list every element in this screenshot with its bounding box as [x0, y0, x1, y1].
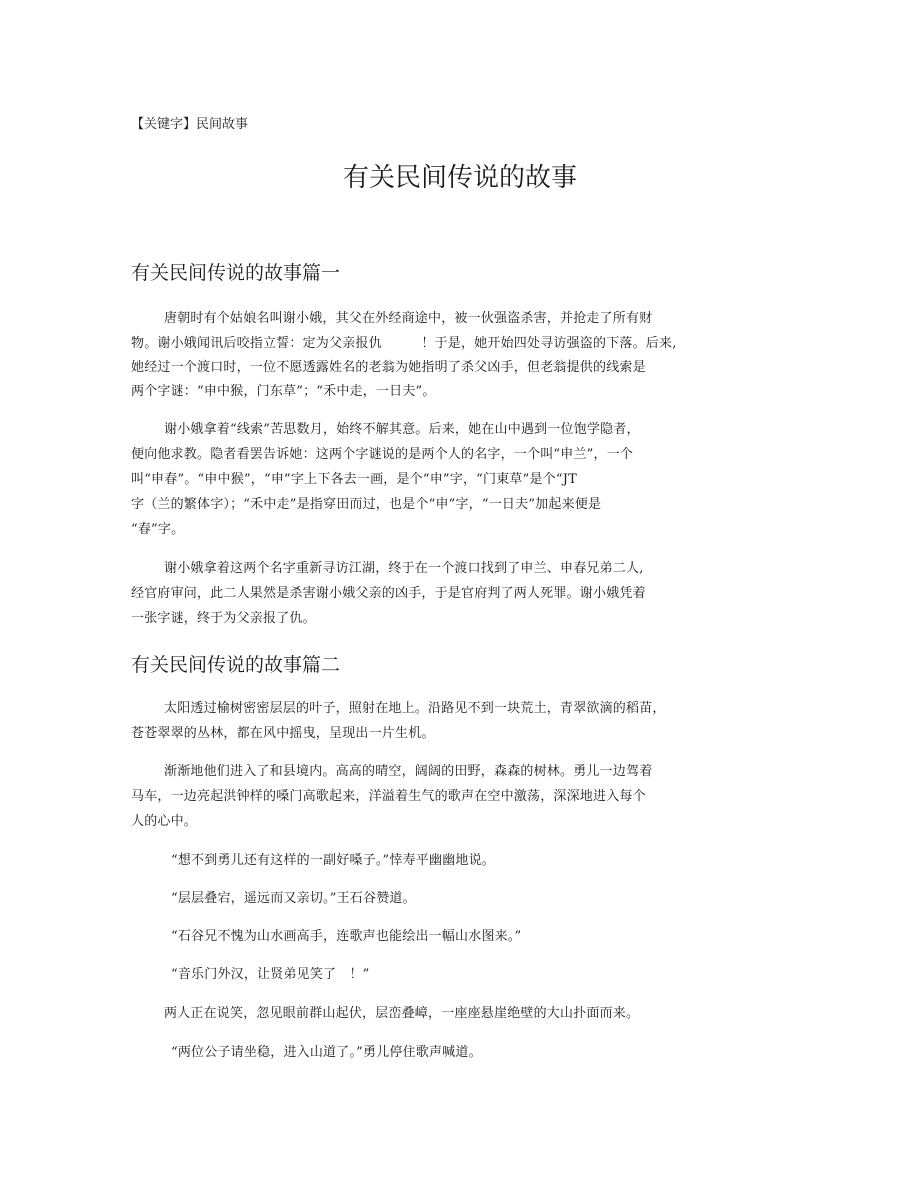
dialogue-line: “音乐门外汉，让贤弟见笑了 ！”: [171, 967, 370, 982]
paragraph-line: 她经过一个渡口时，一位不愿透露姓名的老翁为她指明了杀父凶手，但老翁提供的线索是: [131, 360, 646, 375]
paragraph-line: 经官府审问，此二人果然是杀害谢小娥父亲的凶手，于是官府判了两人死罪。谢小娥凭着: [131, 586, 646, 601]
dialogue-line: “两位公子请坐稳，进入山道了。”勇儿停住歌声喊道。: [171, 1045, 482, 1060]
section-heading-1: 有关民间传说的故事篇一: [131, 262, 341, 284]
paragraph-line: “春”字。: [131, 522, 185, 537]
page-title: 有关民间传说的故事: [342, 163, 577, 193]
dialogue-line: “想不到勇儿还有这样的一副好嗓子。”悻寿平幽幽地说。: [171, 853, 495, 868]
keyword-line: 【关键字】民间故事: [131, 117, 249, 132]
paragraph-line: 谢小娥拿着“线索”苦思数月，始终不解其意。后来，她在山中遇到一位饱学隐者，: [164, 422, 640, 437]
paragraph-line: 便向他求教。隐者看罢告诉她：这两个字谜说的是两个人的名字，一个叫“申兰”，一个: [131, 447, 634, 462]
paragraph-line: 苍苍翠翠的丛林，都在风中摇曳，呈现出一片生机。: [131, 726, 435, 741]
paragraph-line: 一张字谜，终于为父亲报了仇。: [131, 611, 316, 626]
paragraph-line: 两个字谜：“申中猴，门东草”；“禾中走，一日夫”。: [131, 384, 436, 399]
paragraph-line: 唐朝时有个姑娘名叫谢小娥，其父在外经商途中，被一伙强盗杀害，并抢走了所有财: [164, 311, 653, 326]
paragraph-line: 两人正在说笑，忽见眼前群山起伏，层峦叠嶂，一座座悬崖绝壁的大山扑面而来。: [164, 1006, 640, 1021]
paragraph-line: 渐渐地他们进入了和县境内。高高的晴空，阔阔的田野，森森的树林。勇儿一边驾着: [164, 764, 653, 779]
dialogue-line: “层层叠宕，遥远而又亲切。”王石谷赞道。: [171, 891, 416, 906]
paragraph-line: 字（兰的繁体字）；“禾中走”是指穿田而过，也是个“申”字，“一日夫”加起来便是: [131, 497, 602, 512]
paragraph-line: 叫“申春”。“申中猴”，“申”字上下各去一画，是个“申”字，“门東草”是个“JT: [131, 472, 577, 487]
dialogue-line: “石谷兄不愧为山水画高手，连歌声也能绘出一幅山水图来。”: [171, 929, 522, 944]
paragraph-line: 人的心中。: [131, 814, 198, 829]
section-heading-2: 有关民间传说的故事篇二: [131, 654, 341, 676]
paragraph-line: 谢小娥拿着这两个名字重新寻访江湖，终于在一个渡口找到了申兰、申春兄弟二人,: [164, 561, 644, 576]
paragraph-line: 马车，一边亮起洪钟样的嗓门高歌起来，洋溢着生气的歌声在空中激荡，深深地进入每个: [131, 789, 646, 804]
paragraph-line: 太阳透过榆树密密层层的叶子，照射在地上。沿路见不到一块荒土，青翠欲滴的稻苗，: [164, 701, 666, 716]
paragraph-line: 物。谢小娥闻讯后咬指立誓：定为父亲报仇 ！于是，她开始四处寻访强盗的下落。后来,: [131, 336, 677, 351]
